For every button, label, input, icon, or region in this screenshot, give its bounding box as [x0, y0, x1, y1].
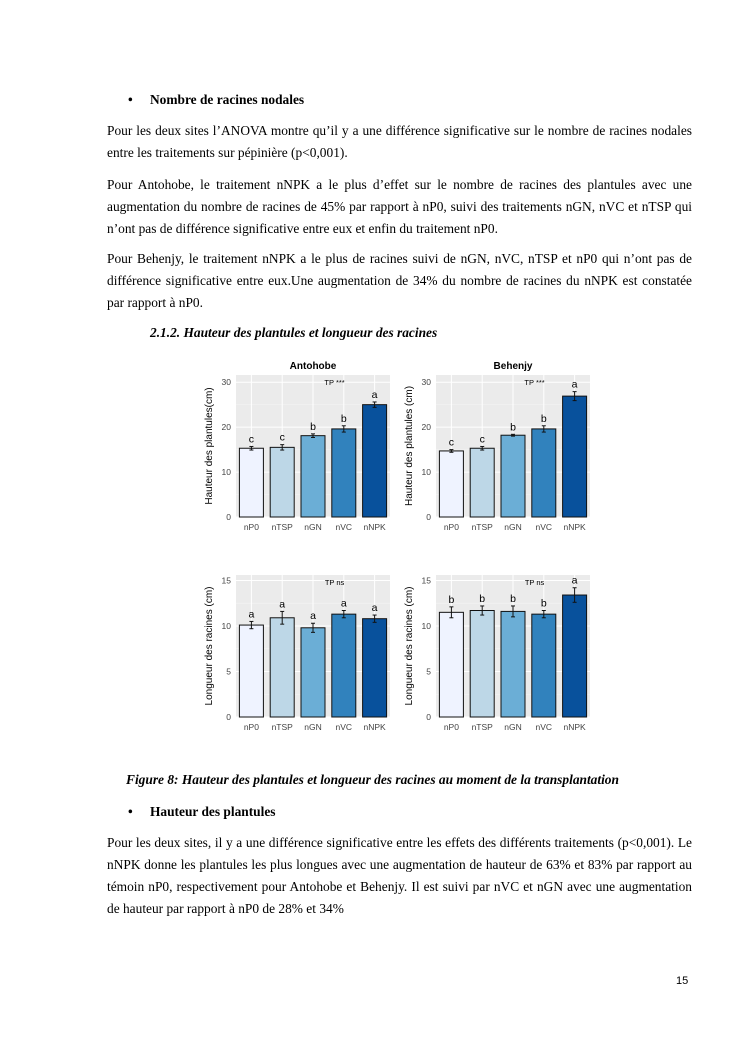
figure-caption: Figure 8: Hauteur des plantules et longueur des racines au moment de la transplantation — [126, 772, 619, 787]
x-tick-label: nTSP — [471, 722, 493, 732]
bullet-text: Nombre de racines nodales — [150, 92, 305, 107]
x-tick-label: nNPK — [363, 722, 386, 732]
bar-nVC — [332, 429, 356, 517]
x-tick-label: nGN — [304, 522, 322, 532]
bar-nTSP — [270, 618, 294, 717]
significance-letter: b — [448, 593, 455, 606]
significance-letter: b — [340, 412, 347, 425]
annotation-tp: TP *** — [324, 378, 345, 387]
bar-nVC — [532, 614, 556, 717]
paragraph: Pour les deux sites l’ANOVA montre qu’il y a une différence significative sur le nombre de racines nodales entre les traitements sur pépinière (p<0,001). — [107, 123, 692, 160]
bar-nNPK — [363, 619, 387, 717]
significance-letter: c — [479, 433, 485, 446]
y-tick-label: 5 — [426, 666, 431, 677]
bar-nGN — [501, 611, 525, 717]
significance-letter: a — [279, 598, 286, 611]
significance-letter: c — [248, 433, 255, 446]
paragraph: Pour Behenjy, le traitement nNPK a le plus de racines suivi de nGN, nVC, nTSP et nP0 qui n’ont pas de différence significative entre eux.Une augmentation de 34% du nombre de racines du nNPK est constatée par rapport à nP0. — [107, 251, 692, 310]
significance-letter: c — [279, 431, 285, 444]
significance-letter: b — [510, 421, 516, 434]
bar-nGN — [501, 435, 525, 517]
bullet-heading-racines: • Nombre de racines nodales — [128, 92, 305, 107]
x-tick-label: nTSP — [271, 522, 293, 532]
y-tick-label: 5 — [226, 666, 231, 677]
bar-nP0 — [239, 625, 263, 717]
chart-height-behenjy — [398, 357, 595, 537]
y-axis-label: Hauteur des plantules (cm) — [404, 385, 415, 507]
bar-nTSP — [470, 611, 494, 718]
y-tick-label: 15 — [221, 575, 231, 586]
significance-letter: a — [340, 597, 347, 610]
paragraph: Pour Antohobe, le traitement nNPK a le plus d’effet sur le nombre de racines des plantules avec une augmentation du nombre de racines de 45% par rapport à nP0, suivi des traitements nGN, nVC et nTSP qui n’ont pas de différence significative entre eux et enfin du traitement nP0. — [107, 177, 692, 236]
y-tick-label: 0 — [226, 512, 231, 522]
bar-nVC — [532, 429, 556, 517]
bullet-text: Hauteur des plantules — [150, 804, 276, 819]
significance-letter: a — [571, 574, 578, 587]
x-tick-label: nGN — [304, 722, 322, 732]
x-tick-label: nP0 — [443, 522, 459, 532]
chart-roots-behenjy — [398, 557, 595, 737]
significance-letter: a — [371, 388, 378, 401]
y-tick-label: 0 — [426, 712, 431, 722]
bar-nP0 — [439, 451, 463, 517]
y-tick-label: 15 — [421, 575, 431, 586]
page-number: 15 — [676, 975, 689, 987]
bar-nTSP — [470, 448, 494, 517]
y-axis-label: Hauteur des plantules(cm) — [204, 387, 215, 505]
y-tick-label: 30 — [421, 377, 431, 388]
y-tick-label: 30 — [221, 377, 231, 388]
significance-letter: a — [571, 378, 578, 391]
y-axis-label: Longueur des racines (cm) — [404, 586, 415, 706]
annotation-tp: TP ns — [524, 578, 545, 587]
annotation-tp: TP *** — [524, 378, 545, 387]
y-axis-label: Longueur des racines (cm) — [204, 586, 215, 706]
significance-letter: a — [248, 608, 255, 621]
significance-letter: b — [510, 592, 516, 605]
y-tick-label: 10 — [221, 467, 231, 478]
x-tick-label: nVC — [535, 722, 553, 732]
y-tick-label: 20 — [221, 422, 231, 433]
significance-letter: b — [310, 420, 316, 433]
bar-nP0 — [439, 612, 463, 717]
significance-letter: c — [448, 436, 455, 449]
significance-letter: b — [479, 592, 486, 605]
x-tick-label: nP0 — [243, 522, 259, 532]
bar-nNPK — [563, 396, 587, 517]
x-tick-label: nNPK — [563, 522, 586, 532]
bar-nVC — [332, 614, 356, 717]
y-tick-label: 10 — [421, 620, 431, 631]
x-tick-label: nGN — [504, 722, 522, 732]
significance-letter: b — [540, 597, 547, 610]
x-tick-label: nGN — [504, 522, 522, 532]
y-tick-label: 0 — [426, 512, 431, 522]
x-tick-label: nVC — [335, 522, 353, 532]
bullet-heading-hauteur: • Hauteur des plantules — [128, 804, 276, 819]
y-tick-label: 0 — [226, 712, 231, 722]
chart-title: Behenjy — [493, 361, 533, 372]
x-tick-label: nNPK — [563, 722, 586, 732]
x-tick-label: nNPK — [363, 522, 386, 532]
y-tick-label: 10 — [221, 620, 231, 631]
x-tick-label: nTSP — [471, 522, 493, 532]
bar-nNPK — [363, 405, 387, 517]
annotation-tp: TP ns — [324, 578, 345, 587]
y-tick-label: 20 — [421, 422, 431, 433]
x-tick-label: nVC — [335, 722, 353, 732]
chart-height-antohobe — [198, 357, 395, 537]
x-tick-label: nP0 — [243, 722, 259, 732]
significance-letter: a — [371, 602, 378, 615]
x-tick-label: nP0 — [443, 722, 459, 732]
subheading: 2.1.2. Hauteur des plantules et longueur des racines — [150, 325, 438, 340]
significance-letter: a — [310, 610, 316, 623]
bar-nNPK — [563, 595, 587, 717]
chart-roots-antohobe — [198, 557, 395, 737]
bar-nP0 — [239, 448, 263, 517]
bar-nGN — [301, 628, 325, 717]
y-tick-label: 10 — [421, 467, 431, 478]
x-tick-label: nVC — [535, 522, 553, 532]
bar-nGN — [301, 436, 325, 517]
paragraph: Pour les deux sites, il y a une différence significative entre les effets des différents traitements (p<0,001). Le nNPK donne les plantules les plus longues avec une augmentation de hauteur de 63% et 83% par rapport au témoin nP0, respectivement pour Antohobe et Behenjy. Il est suivi par nVC et nGN avec une augmentation de hauteur par rapport à nP0 de 28% et 34% — [107, 835, 692, 916]
significance-letter: b — [540, 412, 547, 425]
x-tick-label: nTSP — [271, 722, 293, 732]
chart-title: Antohobe — [289, 361, 337, 372]
bar-nTSP — [270, 447, 294, 517]
